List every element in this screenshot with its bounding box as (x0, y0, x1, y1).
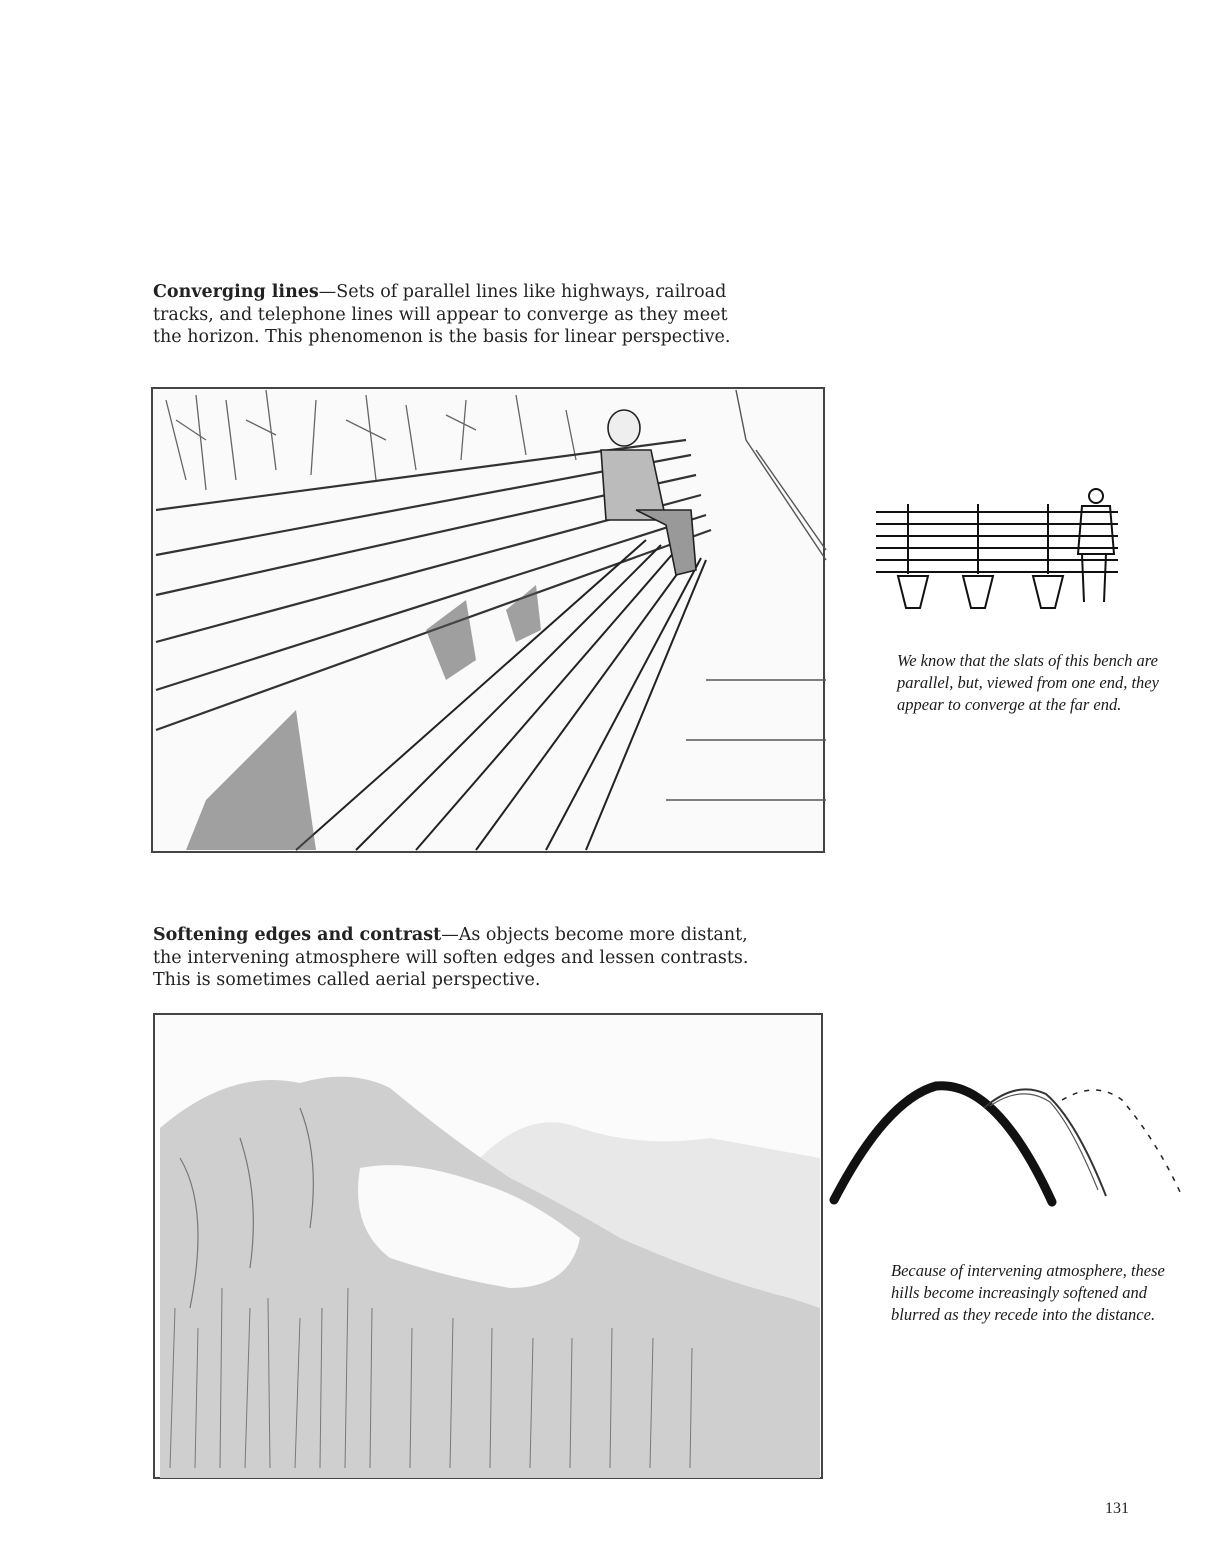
section-heading: Converging lines (153, 282, 319, 302)
section-converging-lines (153, 281, 753, 349)
caption-bench: We know that the slats of this bench are parallel, but, viewed from one end, they appear to converge at the far end. (897, 651, 1159, 714)
section-body: —Sets of parallel lines like highways, railroad tracks, and telephone lines will appear to converge as they meet the horizon. This phenomenon is the basis for linear perspective. (153, 282, 731, 347)
section-body: —As objects become more distant, the intervening atmosphere will soften edges and lessen contrasts. This is sometimes called aerial perspective. (153, 925, 749, 990)
bench-perspective-sketch (146, 380, 830, 856)
receding-hills-diagram (826, 1080, 1190, 1208)
caption-hills: Because of intervening atmosphere, these hills become increasingly softened and blurred as they recede into the distance. (891, 1261, 1165, 1324)
page-number: 131 (1105, 1500, 1129, 1517)
section-heading: Softening edges and contrast (153, 925, 442, 945)
section-softening-edges (153, 924, 753, 992)
bench-ink-drawing (868, 484, 1132, 612)
hills-aerial-perspective-sketch (150, 1008, 826, 1484)
